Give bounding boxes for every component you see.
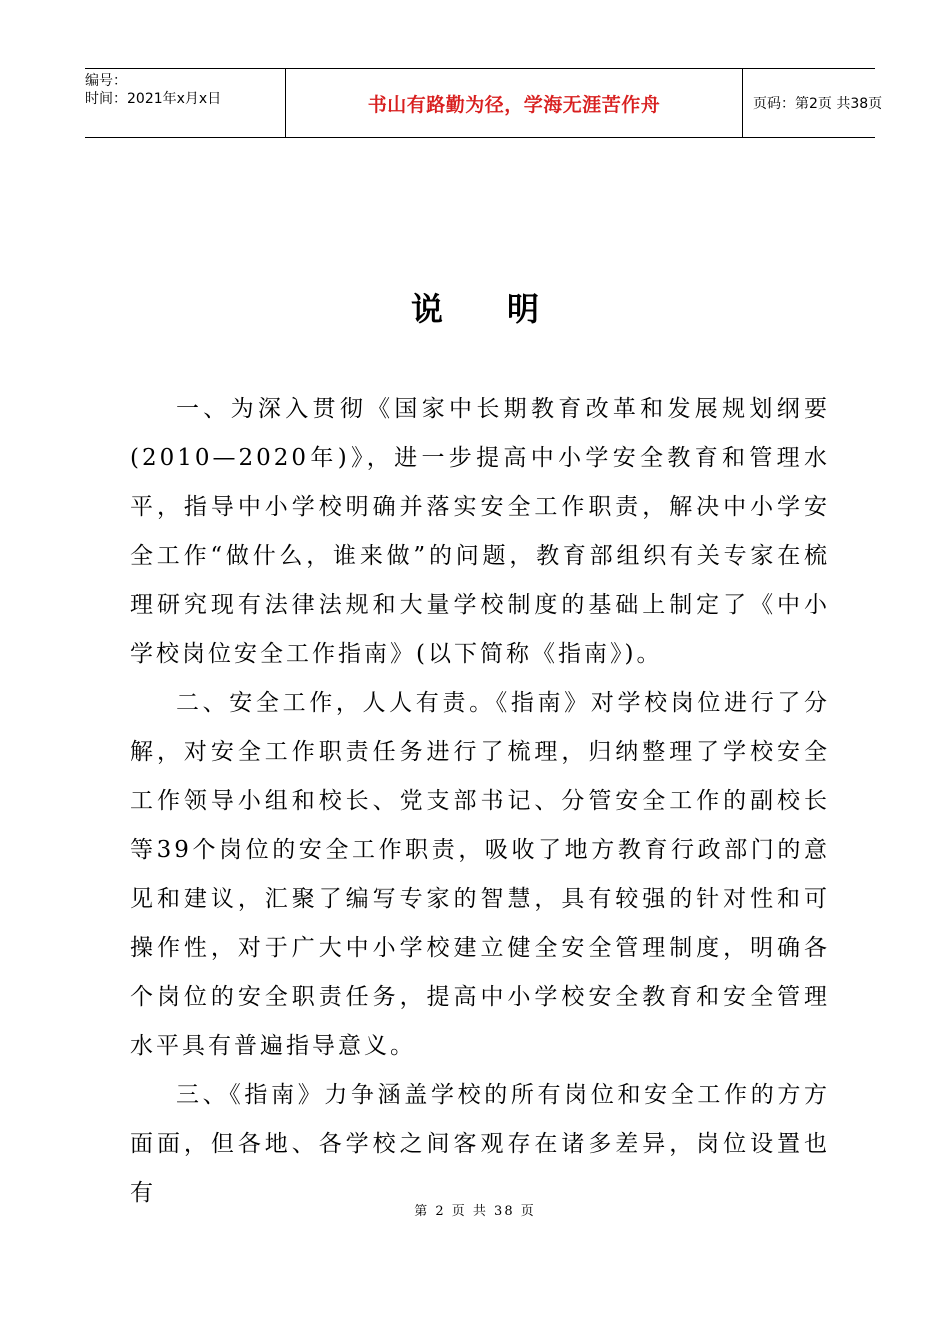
document-header: [85, 68, 883, 138]
document-number-label: 编号：: [85, 73, 127, 89]
header-page-info: 页码：第2页 共38页: [753, 96, 883, 112]
header-meta: [85, 69, 285, 137]
header-motto: 书山有路勤为径，学海无涯苦作舟: [367, 93, 661, 116]
title-char-2: 明: [507, 290, 540, 328]
paragraph-2: 二、安全工作，人人有责。《指南》对学校岗位进行了分解，对安全工作职责任务进行了梳理，归纳整理了学校安全工作领导小组和校长、党支部书记、分管安全工作的副校长等39个岗位的安全工作职责，吸收了地方教育行政部门的意见和建议，汇聚了编写专家的智慧，具有较强的针对性和可操作性，对于广大中小学校建立健全安全管理制度，明确各个岗位的安全职责任务，提高中小学校安全教育和安全管理水平具有普遍指导意义。: [130, 690, 830, 1059]
page-title: [0, 284, 950, 330]
paragraph-3: 三、《指南》力争涵盖学校的所有岗位和安全工作的方方面面，但各地、各学校之间客观存在诸多差异，岗位设置也有: [130, 1082, 830, 1206]
header-motto-cell: [285, 69, 743, 137]
document-time-label: 时间：2021年x月x日: [85, 91, 222, 107]
page-footer: 第 2 页 共 38 页: [414, 1204, 536, 1219]
title-char-1: 说: [410, 290, 443, 328]
document-body: [130, 385, 830, 1218]
paragraph-1: 一、为深入贯彻《国家中长期教育改革和发展规划纲要(2010—2020年)》，进一步提高中小学安全教育和管理水平，指导中小学校明确并落实安全工作职责，解决中小学安全工作“做什么，谁来做”的问题，教育部组织有关专家在梳理研究现有法律法规和大量学校制度的基础上制定了《中小学校岗位安全工作指南》(以下简称《指南》)。: [130, 396, 830, 667]
